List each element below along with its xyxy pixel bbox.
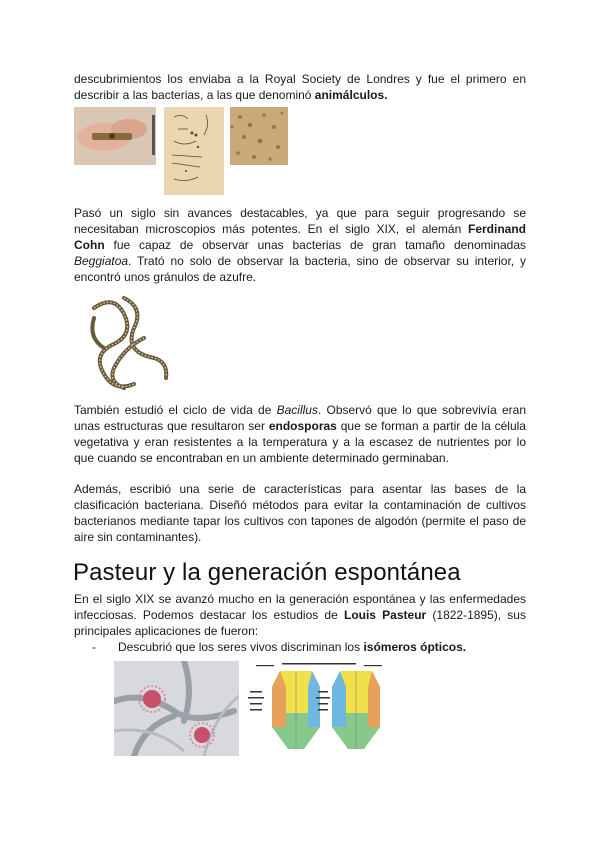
paragraph-text: . Trató no solo de observar la bacteria, sino de observar su interior, y encontró unos gránulos de azufre. bbox=[74, 254, 526, 284]
paragraph-text: En el siglo XIX se avanzó mucho en la generación espontánea y las enfermedades infecciosas. Podemos destacar los estudios de bbox=[74, 592, 526, 622]
paragraph-text: que se forman a partir de la célula vegetativa y eran resistentes a la temperatura y a la escasez de nutrientes por lo que cuando se encontraban en un ambiente determinado germinaban. bbox=[74, 419, 526, 465]
section-heading-pasteur: Pasteur y la generación espontánea bbox=[73, 559, 461, 586]
bold-term-animalculos: animálculos. bbox=[314, 88, 388, 102]
italic-term-beggiatoa: Beggiatoa bbox=[74, 254, 129, 268]
paragraph-cohn bbox=[74, 205, 526, 285]
paragraph-text: (1822-1895), sus principales aplicaciones de fueron: bbox=[74, 608, 526, 638]
paragraph-text: Pasó un siglo sin avances destacables, ya que para seguir progresando se necesitaban microscopios más potentes. En el siglo XIX, el alemán bbox=[74, 206, 526, 236]
bold-term-ferdinand-cohn: Ferdinand Cohn bbox=[74, 222, 526, 252]
isomers-graphic bbox=[246, 661, 392, 759]
figure-optical-isomers bbox=[246, 661, 392, 759]
bold-term-louis-pasteur: Louis Pasteur bbox=[343, 608, 427, 622]
leeuwenhoek-figure-graphic bbox=[74, 107, 288, 195]
paragraph-text: También estudió el ciclo de vida de bbox=[74, 403, 277, 417]
paragraph-pasteur bbox=[74, 591, 526, 639]
figure-beggiatoa bbox=[74, 288, 174, 396]
micrograph-graphic bbox=[114, 661, 239, 756]
figure-stained-micrograph bbox=[114, 661, 239, 756]
figure-leeuwenhoek-microscope bbox=[74, 107, 288, 195]
paragraph-clasificacion bbox=[74, 481, 526, 545]
italic-term-bacillus: Bacillus bbox=[276, 403, 318, 417]
bold-term-endosporas: endosporas bbox=[268, 419, 337, 433]
bullet-text: Descubrió que los seres vivos discriminan los bbox=[118, 640, 364, 654]
paragraph-text: fue capaz de observar unas bacterias de gran tamaño denominadas bbox=[104, 238, 526, 252]
paragraph-leeuwenhoek bbox=[74, 71, 526, 103]
bullet-dash: - bbox=[92, 640, 96, 654]
paragraph-text: descubrimientos los enviaba a la Royal Society de Londres y fue el primero en describir a las bacterias, a las que denominó bbox=[74, 72, 526, 102]
paragraph-text: . Observó que lo que sobrevivía eran unas estructuras que resultaron ser bbox=[74, 403, 526, 433]
paragraph-text: Además, escribió una serie de características para asentar las bases de la clasificación bacteriana. Diseñó métodos para evitar la contaminación de cultivos bacterianos mediante tapar los cultivos con tapones de algodón (permite el paso de aire sin contaminantes). bbox=[74, 482, 526, 544]
paragraph-bacillus bbox=[74, 402, 526, 466]
bold-term-isomeros-opticos: isómeros ópticos. bbox=[363, 640, 467, 654]
beggiatoa-graphic bbox=[74, 288, 174, 396]
bullet-item-isomeros bbox=[92, 639, 532, 655]
